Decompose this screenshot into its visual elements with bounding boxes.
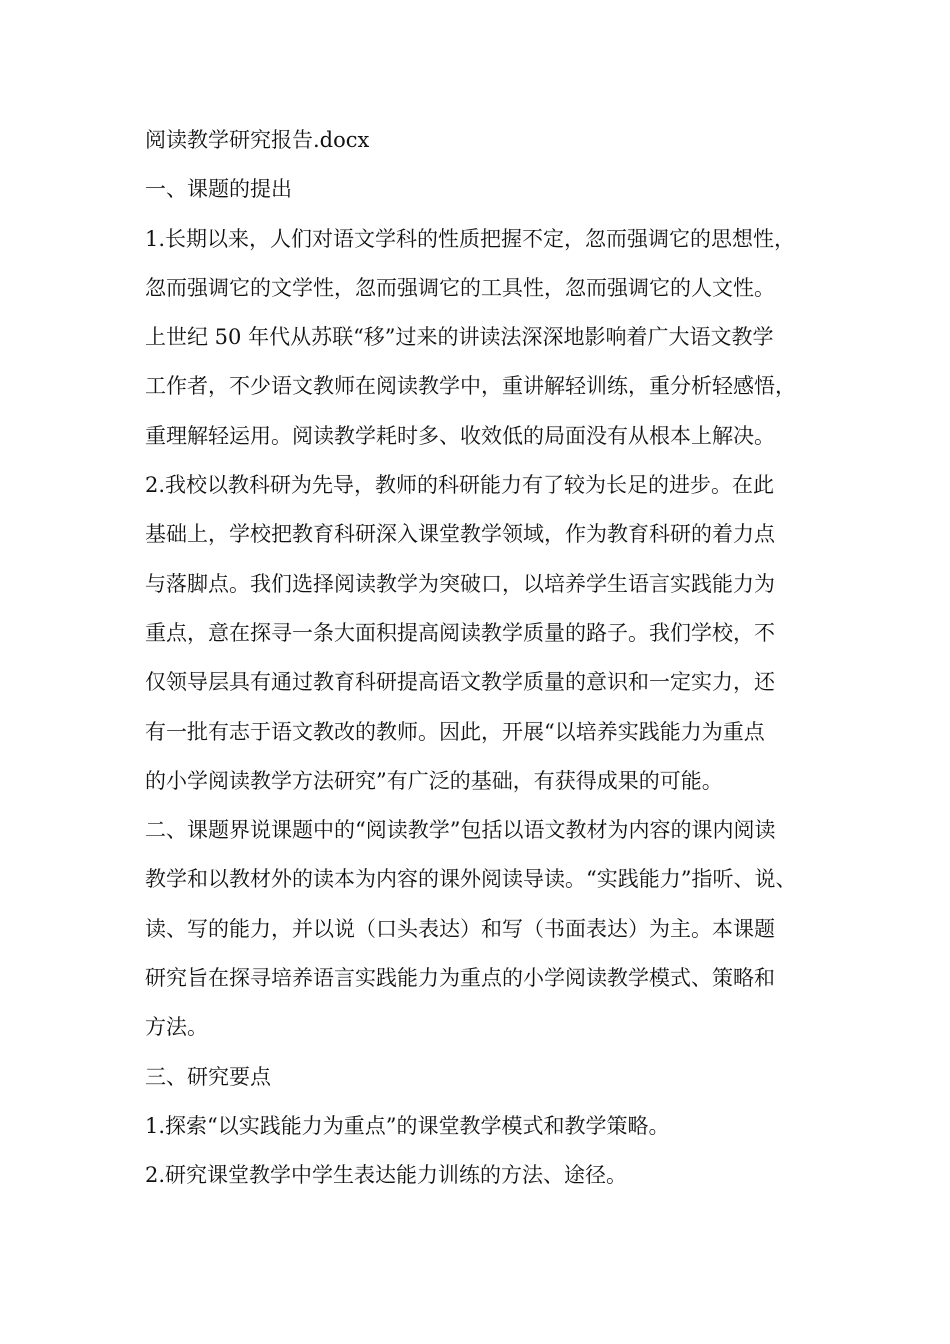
section-heading-2: 二、课题界说课题中的“阅读教学”包括以语文教材为内容的课内阅读 (145, 818, 776, 843)
text-line: 2.我校以教科研为先导，教师的科研能力有了较为长足的进步。在此 (145, 473, 775, 498)
text-line: 工作者，不少语文教师在阅读教学中，重讲解轻训练，重分析轻感悟， (145, 374, 796, 399)
text-line: 基础上，学校把教育科研深入课堂教学领域，作为教育科研的着力点 (145, 522, 775, 547)
document-page (145, 116, 810, 1201)
list-item: 1.探索“以实践能力为重点”的课堂教学模式和教学策略。 (145, 1113, 670, 1138)
list-item: 2.研究课堂教学中学生表达能力训练的方法、途径。 (145, 1163, 628, 1188)
text-line: 仅领导层具有通过教育科研提高语文教学质量的意识和一定实力，还 (145, 670, 775, 695)
document-title: 阅读教学研究报告.docx (145, 128, 370, 152)
text-line: 上世纪 50 年代从苏联“移”过来的讲读法深深地影响着广大语文教学 (145, 325, 774, 350)
text-line: 方法。 (145, 1015, 208, 1040)
section-heading-1: 一、课题的提出 (145, 177, 292, 202)
section-heading-3: 三、研究要点 (145, 1064, 271, 1089)
text-line: 读、写的能力，并以说（口头表达）和写（书面表达）为主。本课题 (145, 916, 775, 941)
text-line: 研究旨在探寻培养语言实践能力为重点的小学阅读教学模式、策略和 (145, 966, 775, 991)
text-line: 有一批有志于语文教改的教师。因此，开展“以培养实践能力为重点 (145, 719, 765, 744)
text-line: 1.长期以来，人们对语文学科的性质把握不定，忽而强调它的思想性， (145, 226, 796, 251)
text-line: 与落脚点。我们选择阅读教学为突破口，以培养学生语言实践能力为 (145, 571, 775, 596)
text-line: 教学和以教材外的读本为内容的课外阅读导读。“实践能力”指听、说、 (145, 867, 797, 892)
text-line: 的小学阅读教学方法研究”有广泛的基础，有获得成果的可能。 (145, 768, 723, 793)
text-line: 重理解轻运用。阅读教学耗时多、收效低的局面没有从根本上解决。 (145, 423, 775, 448)
text-line: 重点，意在探寻一条大面积提高阅读教学质量的路子。我们学校，不 (145, 620, 775, 645)
text-line: 忽而强调它的文学性，忽而强调它的工具性，忽而强调它的人文性。 (145, 275, 775, 300)
